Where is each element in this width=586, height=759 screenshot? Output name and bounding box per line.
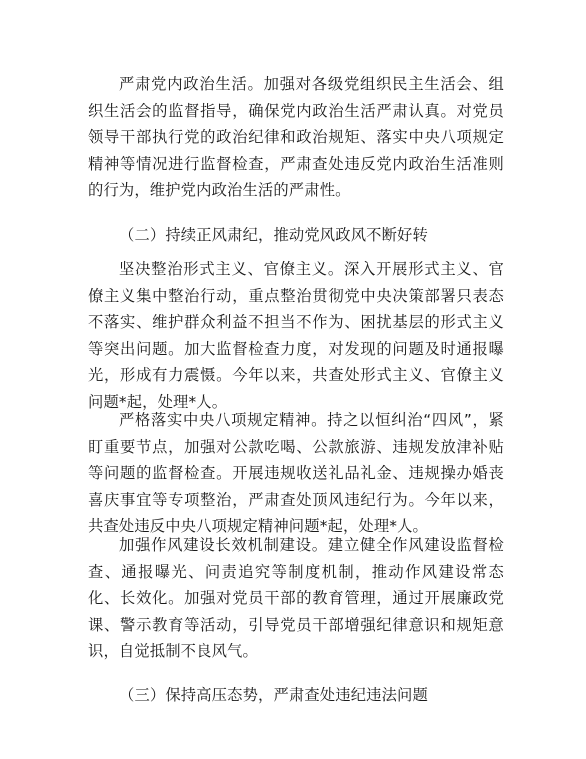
paragraph-political-life: 严肃党内政治生活。加强对各级党组织民主生活会、组织生活会的监督指导，确保党内政治生活严肃认真。对党员领导干部执行党的政治纪律和政治规矩、落实中央八项规定精神等情况进行监督检查，严肃查处违反党内政治生活准则的行为，维护党内政治生活的严肃性。	[88, 75, 504, 199]
paragraph-long-term-mechanism: 加强作风建设长效机制建设。建立健全作风建设监督检查、通报曝光、问责追究等制度机制，推动作风建设常态化、长效化。加强对党员干部的教育管理，通过开展廉政党课、警示教育等活动，引导党员干部增强纪律意识和规矩意识，自觉抵制不良风气。	[88, 536, 504, 660]
section-heading-2: （二）持续正风肃纪，推动党风政风不断好转	[119, 226, 428, 244]
section-heading-3: （三）保持高压态势，严肃查处违纪违法问题	[119, 686, 428, 704]
paragraph-eight-rules: 严格落实中央八项规定精神。持之以恒纠治“四风”，紧盯重要节点，加强对公款吃喝、公款旅游、违规发放津补贴等问题的监督检查。开展违规收送礼品礼金、违规操办婚丧喜庆事宜等专项整治，严肃查处顶风违纪行为。今年以来，共查处违反中央八项规定精神问题*起，处理*人。	[88, 411, 504, 535]
paragraph-formalism: 坚决整治形式主义、官僚主义。深入开展形式主义、官僚主义集中整治行动，重点整治贯彻党中央决策部署只表态不落实、维护群众利益不担当不作为、困扰基层的形式主义等突出问题。加大监督检查力度，对发现的问题及时通报曝光，形成有力震慑。今年以来，共查处形式主义、官僚主义问题*起，处理*人。	[88, 260, 504, 411]
